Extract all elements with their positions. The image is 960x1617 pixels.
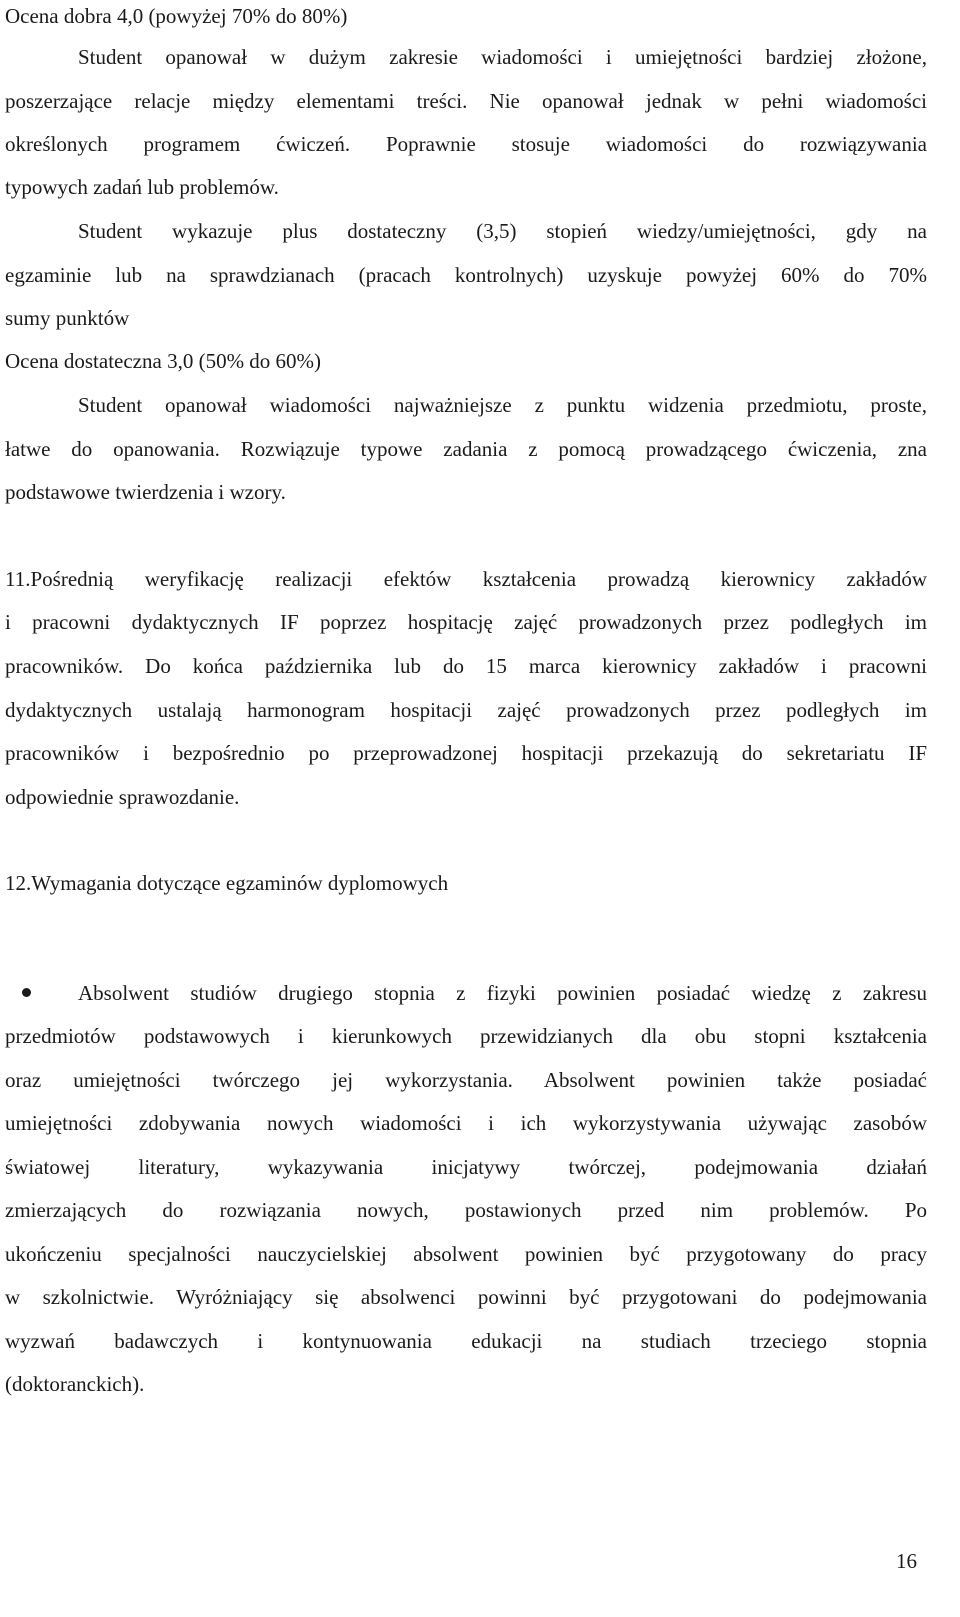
paragraph-line: sumy punktów [5, 306, 130, 330]
bullet-line: wyzwań badawczych i kontynuowania edukacji na studiach trzeciego stopnia [5, 1329, 927, 1353]
paragraph-line: poszerzające relacje między elementami treści. Nie opanował jednak w pełni wiadomości [5, 89, 927, 113]
bullet-line: zmierzających do rozwiązania nowych, postawionych przed nim problemów. Po [5, 1198, 927, 1222]
bullet-line: Absolwent studiów drugiego stopnia z fizyki powinien posiadać wiedzę z zakresu [78, 981, 927, 1005]
grade-heading-sufficient: Ocena dostateczna 3,0 (50% do 60%) [5, 349, 322, 373]
bullet-line: (doktoranckich). [5, 1372, 145, 1396]
paragraph-line: łatwe do opanowania. Rozwiązuje typowe zadania z pomocą prowadzącego ćwiczenia, zna [5, 437, 927, 461]
section-11-line: pracowników. Do końca października lub do 15 marca kierownicy zakładów i pracowni [5, 654, 927, 678]
bullet-icon [22, 988, 31, 997]
bullet-line: światowej literatury, wykazywania inicjatywy twórczej, podejmowania działań [5, 1155, 927, 1179]
section-11-line: pracowników i bezpośrednio po przeprowadzonej hospitacji przekazują do sekretariatu IF [5, 741, 927, 765]
bullet-line: oraz umiejętności twórczego jej wykorzystania. Absolwent powinien także posiadać [5, 1068, 927, 1092]
paragraph-line: Student opanował wiadomości najważniejsze z punktu widzenia przedmiotu, proste, [78, 393, 927, 417]
section-11-line: odpowiednie sprawozdanie. [5, 785, 240, 809]
grade-heading-good: Ocena dobra 4,0 (powyżej 70% do 80%) [5, 4, 348, 28]
paragraph-line: egzaminie lub na sprawdzianach (pracach kontrolnych) uzyskuje powyżej 60% do 70% [5, 263, 927, 287]
bullet-line: przedmiotów podstawowych i kierunkowych przewidzianych dla obu stopni kształcenia [5, 1024, 927, 1048]
section-11-line: 11.Pośrednią weryfikację realizacji efektów kształcenia prowadzą kierownicy zakładów [5, 567, 927, 591]
section-11-line: dydaktycznych ustalają harmonogram hospitacji zajęć prowadzonych przez podległych im [5, 698, 927, 722]
paragraph-line: typowych zadań lub problemów. [5, 175, 279, 199]
section-11-line: i pracowni dydaktycznych IF poprzez hospitację zajęć prowadzonych przez podległych im [5, 610, 927, 634]
section-12-heading: 12.Wymagania dotyczące egzaminów dyplomowych [5, 871, 449, 895]
paragraph-line: określonych programem ćwiczeń. Poprawnie stosuje wiadomości do rozwiązywania [5, 132, 927, 156]
bullet-line: w szkolnictwie. Wyróżniający się absolwenci powinni być przygotowani do podejmowania [5, 1285, 927, 1309]
bullet-line: ukończeniu specjalności nauczycielskiej absolwent powinien być przygotowany do pracy [5, 1242, 927, 1266]
paragraph-line: Student opanował w dużym zakresie wiadomości i umiejętności bardziej złożone, [78, 45, 927, 69]
paragraph-line: Student wykazuje plus dostateczny (3,5) stopień wiedzy/umiejętności, gdy na [78, 219, 927, 243]
paragraph-line: podstawowe twierdzenia i wzory. [5, 480, 286, 504]
page-number: 16 [896, 1549, 917, 1573]
bullet-line: umiejętności zdobywania nowych wiadomości i ich wykorzystywania używając zasobów [5, 1111, 927, 1135]
